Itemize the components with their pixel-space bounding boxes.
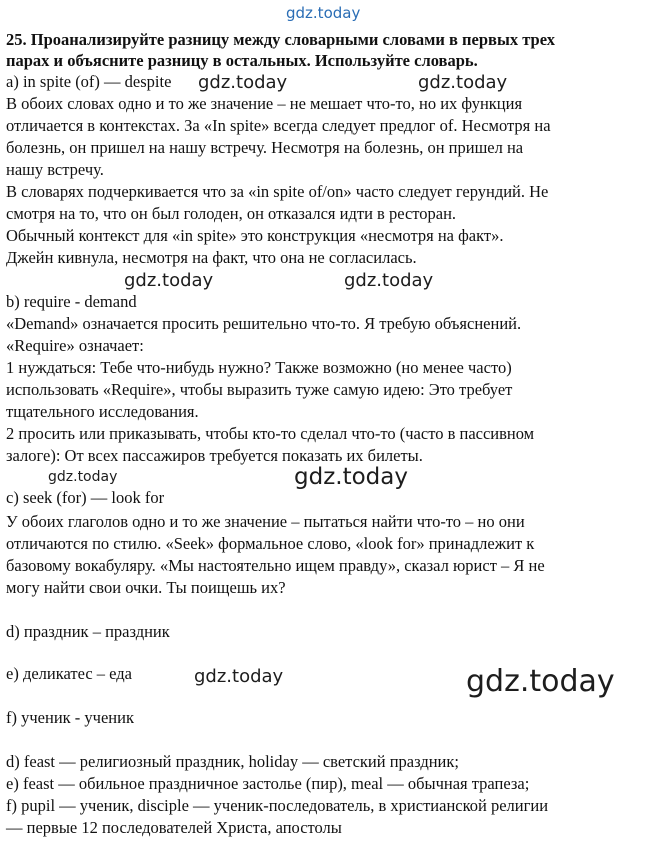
text-line: смотря на то, что он был голоден, он отказался идти в ресторан.	[6, 204, 457, 223]
watermark: gdz.today	[344, 270, 434, 291]
text-line: 2 просить или приказывать, чтобы кто-то сделал что-то (часто в пассивном	[6, 424, 535, 443]
pair-f: f) ученик - ученик	[6, 708, 134, 727]
task-title-line-1: 25. Проанализируйте разницу между словарными словами в первых трех	[6, 30, 555, 49]
answer-f-continued: — первые 12 последователей Христа, апостолы	[6, 818, 342, 837]
answer-f: f) pupil — ученик, disciple — ученик-последователь, в христианской религии	[6, 796, 549, 815]
text-line: 1 нуждаться: Тебе что-нибудь нужно? Также возможно (но менее часто)	[6, 358, 512, 377]
answer-d: d) feast — религиозный праздник, holiday — светский праздник;	[6, 752, 459, 771]
text-line: У обоих глаголов одно и то же значение – пытаться найти что-то – но они	[6, 512, 525, 531]
pair-d: d) праздник – праздник	[6, 622, 170, 641]
text-line: базовому вокабуляру. «Мы настоятельно ищем правду», сказал юрист – Я не	[6, 556, 545, 575]
watermark: gdz.today	[198, 72, 288, 93]
text-line: Джейн кивнула, несмотря на факт, что она не согласилась.	[6, 248, 417, 267]
watermark: gdz.today	[466, 664, 615, 699]
text-line: могу найти свои очки. Ты поищешь их?	[6, 578, 286, 597]
watermark: gdz.today	[48, 469, 118, 485]
watermark-top: gdz.today	[286, 4, 361, 22]
text-line: болезнь, он пришел на нашу встречу. Несмотря на болезнь, он пришел на	[6, 138, 524, 157]
text-line: «Demand» означается просить решительно что-то. Я требую объяснений.	[6, 314, 522, 333]
watermark: gdz.today	[194, 666, 284, 687]
watermark: gdz.today	[124, 270, 214, 291]
text-line: тщательного исследования.	[6, 402, 199, 421]
text-line: отличается в контекстах. За «In spite» всегда следует предлог of. Несмотря на	[6, 116, 551, 135]
text-line: Обычный контекст для «in spite» это конструкция «несмотря на факт».	[6, 226, 504, 245]
text-line: a) in spite (of) — despite	[6, 72, 172, 91]
text-line: В словарях подчеркивается что за «in spite of/on» часто следует герундий. Не	[6, 182, 549, 201]
section-heading-b: b) require - demand	[6, 292, 137, 311]
text-line: отличаются по стилю. «Seek» формальное слово, «look for» принадлежит к	[6, 534, 535, 553]
task-title-line-2: парах и объясните разницу в остальных. Используйте словарь.	[6, 51, 478, 70]
answer-e: e) feast — обильное праздничное застолье (пир), meal — обычная трапеза;	[6, 774, 530, 793]
watermark: gdz.today	[418, 72, 508, 93]
text-line: В обоих словах одно и то же значение – не мешает что-то, но их функция	[6, 94, 523, 113]
text-line: нашу встречу.	[6, 160, 104, 179]
watermark: gdz.today	[294, 464, 408, 490]
text-line: «Require» означает:	[6, 336, 144, 355]
section-heading-c: c) seek (for) — look for	[6, 488, 165, 507]
text-line: использовать «Require», чтобы выразить туже самую идею: Это требует	[6, 380, 513, 399]
pair-e: e) деликатес – еда	[6, 664, 132, 683]
text-line: залоге): От всех пассажиров требуется показать их билеты.	[6, 446, 423, 465]
